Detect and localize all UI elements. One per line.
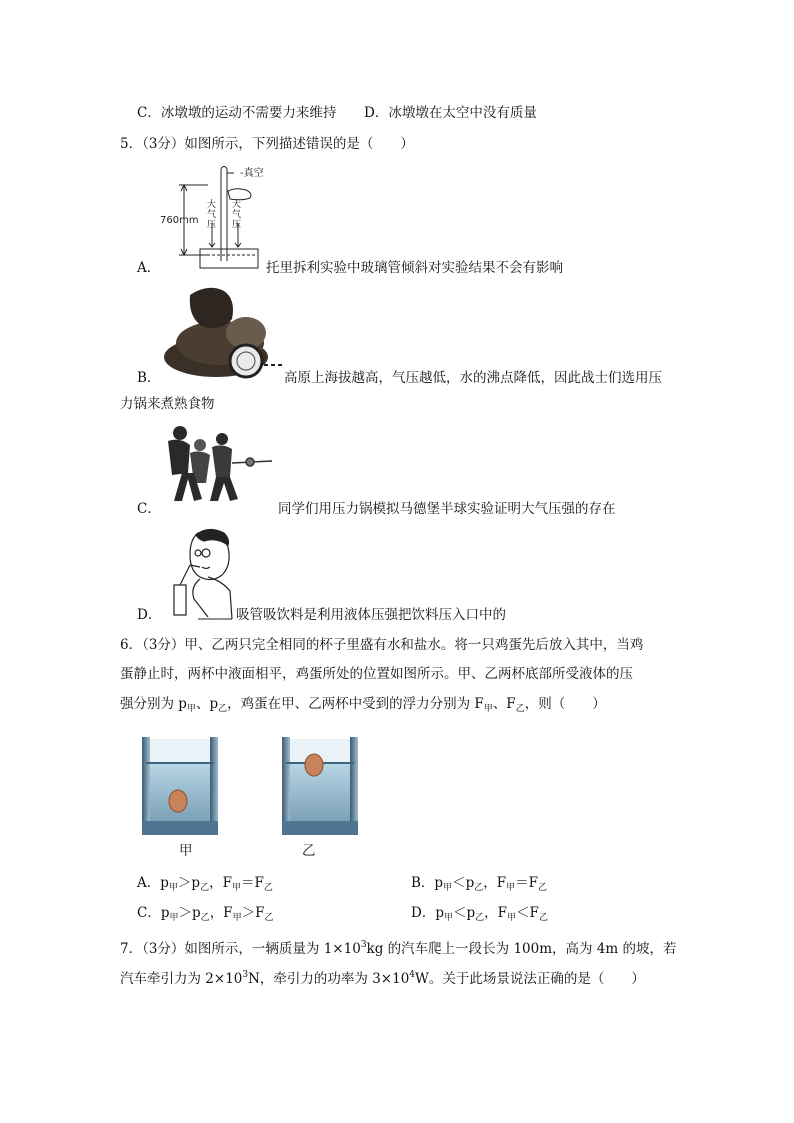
cup-label-jia: 甲 (179, 843, 193, 859)
q6-option-b: B．$p_甲<p_乙$，$F_甲=F_乙$ (411, 875, 548, 893)
q6-option-a: A．$p_甲>p_乙$，$F_甲=F_乙$ (137, 875, 273, 893)
cup-jia (142, 737, 218, 835)
height-label: 760mm (160, 215, 199, 226)
q5-option-b-text-line2: 力锅来煮熟食物 (120, 396, 215, 412)
q4-option-c: C．冰墩墩的运动不需要力来维持 (137, 105, 337, 121)
q5-option-b-text-line1: 高原上海拔越高，气压越低，水的沸点降低，因此战士们选用压 (284, 370, 662, 386)
q6-stem-line2: 蛋静止时，两杯中液面相平，鸡蛋所处的位置如图所示。甲、乙两杯底部所受液体的压 (120, 666, 633, 682)
q5-option-d-text: 吸管吸饮料是利用液体压强把饮料压入口中的 (236, 607, 506, 623)
pressure-cooker-photo (160, 283, 284, 379)
q6-option-d: D．$p_甲<p_乙$，$F_甲<F_乙$ (411, 905, 548, 923)
q4-option-d: D．冰墩墩在太空中没有质量 (364, 105, 537, 121)
two-cups-figure (140, 735, 360, 839)
cup-label-yi: 乙 (302, 843, 316, 859)
q6-stem-line1: 6．（3分）甲、乙两只完全相同的杯子里盛有水和盐水。将一只鸡蛋先后放入其中，当鸡 (120, 637, 644, 653)
q7-stem-line1: 7．（3分）如图所示，一辆质量为 $1\times 10^3kg$ 的汽车爬上一段长为 100m，高为 4m 的坡，若 (120, 940, 677, 957)
q6-stem-line3: 强分别为 $p_甲$、$p_乙$，鸡蛋在甲、乙两杯中受到的浮力分别为 $F_甲$、$F_乙$，则（ ） (120, 696, 606, 714)
q5-stem: 5．（3分）如图所示，下列描述错误的是（ ） (120, 136, 414, 152)
air-pressure-right: 大气压 (232, 200, 242, 230)
q5-option-a-text: 托里拆利实验中玻璃管倾斜对实验结果不会有影响 (266, 260, 563, 276)
air-pressure-left: 大气压 (207, 200, 217, 230)
q5-option-b-letter: B． (137, 370, 161, 386)
q6-option-c: C．$p_甲>p_乙$，$F_甲>F_乙$ (137, 905, 274, 923)
q5-option-c-letter: C． (137, 501, 161, 517)
q5-option-a-letter: A． (137, 260, 161, 276)
q5-option-c-text: 同学们用压力锅模拟马德堡半球实验证明大气压强的存在 (278, 501, 616, 517)
q5-option-d-letter: D． (137, 607, 162, 623)
vacuum-label: -真空 (240, 168, 264, 179)
cup-yi (282, 737, 358, 835)
magdeburg-hemispheres-photo (160, 423, 278, 505)
q7-stem-line2: 汽车牵引力为 $2\times 10^3N$，牵引力的功率为 $3\times 10^4W$。关于此场景说法正确的是（ ） (120, 970, 645, 987)
straw-drinking-illustration (160, 525, 236, 621)
